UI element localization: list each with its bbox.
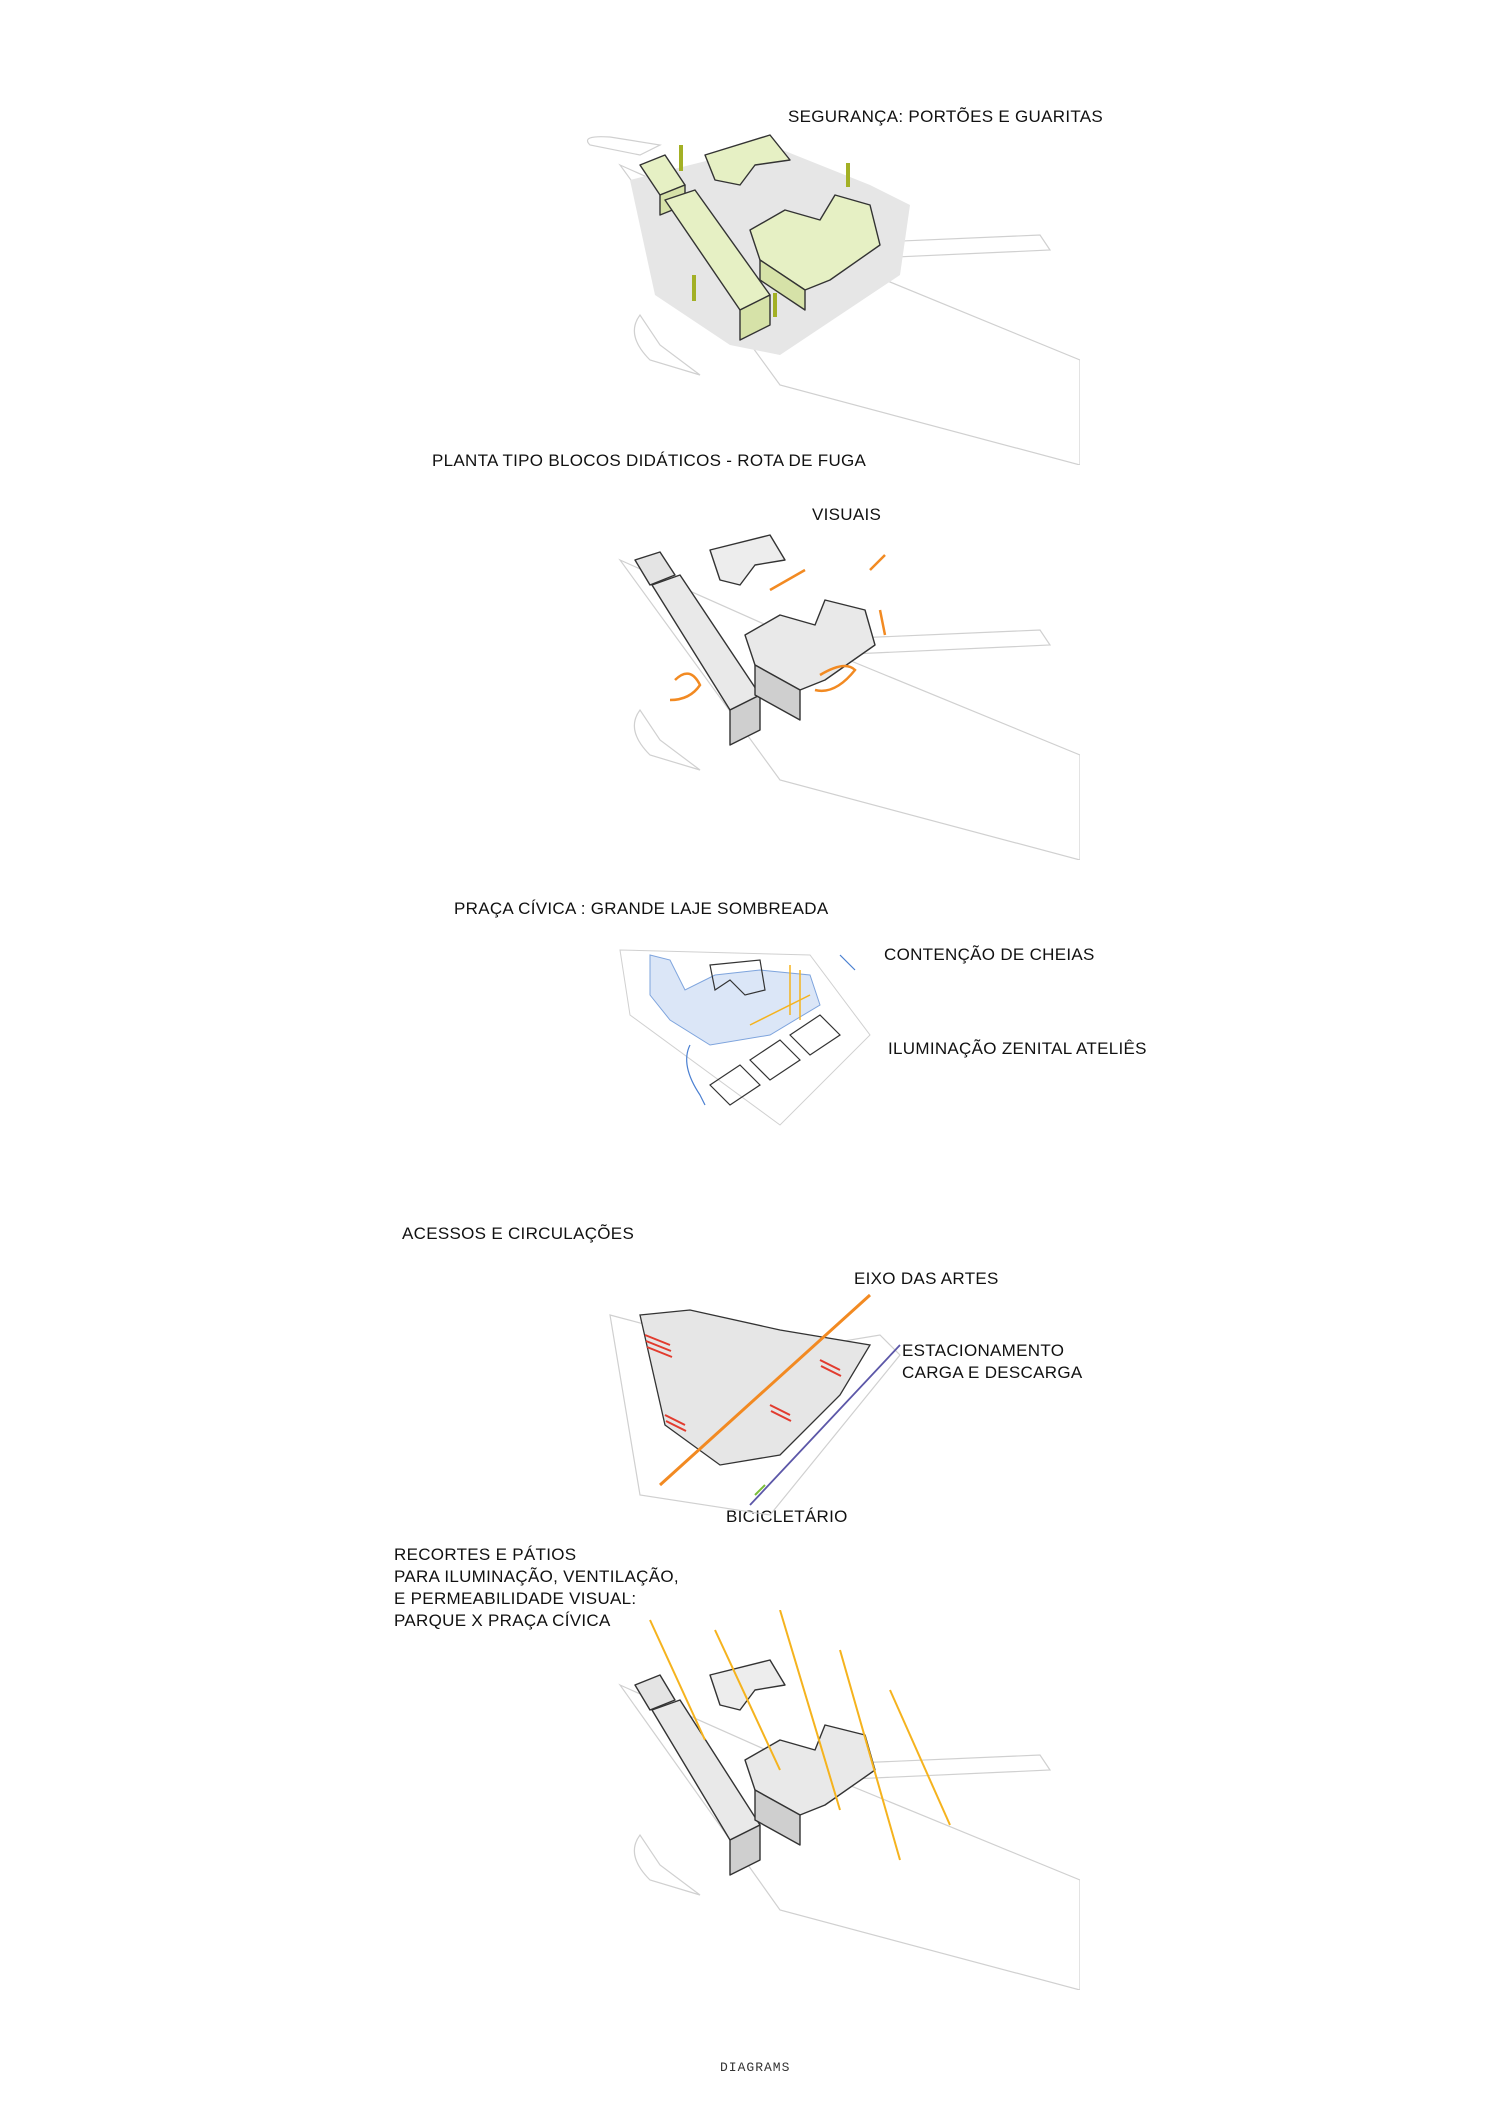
building-block-c [710,1660,785,1710]
gate-post-4 [773,293,777,317]
building-outline-2 [790,1015,840,1055]
diagram-3-title: PRAÇA CÍVICA : GRANDE LAJE SOMBREADA [454,899,829,918]
light-arrow-5 [890,1690,950,1825]
diagram-3-plaza-plan [610,935,900,1135]
building-block-b [652,575,760,710]
diagram-4-label-parking: ESTACIONAMENTO CARGA E DESCARGA [902,1341,1083,1382]
diagram-3-label-lighting: ILUMINAÇÃO ZENITAL ATELIÊS [888,1039,1147,1058]
flood-channel-2 [687,1045,705,1105]
diagram-4-label-bike: BICICLETÁRIO [726,1507,848,1526]
diagram-2-escape-route-axonometric [580,530,1080,860]
gate-post-1 [679,145,683,171]
escape-route-3 [770,570,805,590]
flood-channel-1 [840,955,855,970]
gate-post-3 [692,275,696,301]
diagram-4-label-axis: EIXO DAS ARTES [854,1269,999,1288]
page-footer-caption: DIAGRAMS [720,2060,791,2075]
diagram-1-security-axonometric [580,125,1080,465]
diagram-3-label-flood: CONTENÇÃO DE CHEIAS [884,945,1095,964]
diagram-4-title: ACESSOS E CIRCULAÇÕES [402,1224,635,1243]
site-outline-corner [634,710,700,770]
escape-route-5 [880,610,885,635]
building-outline-3 [750,1040,800,1080]
diagram-4-circulation-axonometric [580,1275,910,1525]
building-block-b [652,1700,760,1840]
site-outline-corner [634,315,700,375]
gate-post-2 [846,163,850,187]
diagram-5-courtyards-axonometric [580,1610,1080,1990]
diagram-5-title: RECORTES E PÁTIOS PARA ILUMINAÇÃO, VENTILAÇÃO, E PERMEABILIDADE VISUAL: PARQUE X PRAÇA CÍVICA [394,1545,679,1630]
diagram-1-title: SEGURANÇA: PORTÕES E GUARITAS [788,107,1104,126]
site-outline-corner [634,1835,700,1895]
ground-plane [640,1310,870,1465]
escape-route-4 [870,555,885,570]
diagram-2-subtitle: VISUAIS [812,505,882,524]
building-block-c [710,535,785,585]
building-outline-4 [710,1065,760,1105]
site-outline-left [588,137,661,155]
diagram-2-title: PLANTA TIPO BLOCOS DIDÁTICOS - ROTA DE FUGA [432,451,867,470]
escape-route-1 [670,674,700,700]
